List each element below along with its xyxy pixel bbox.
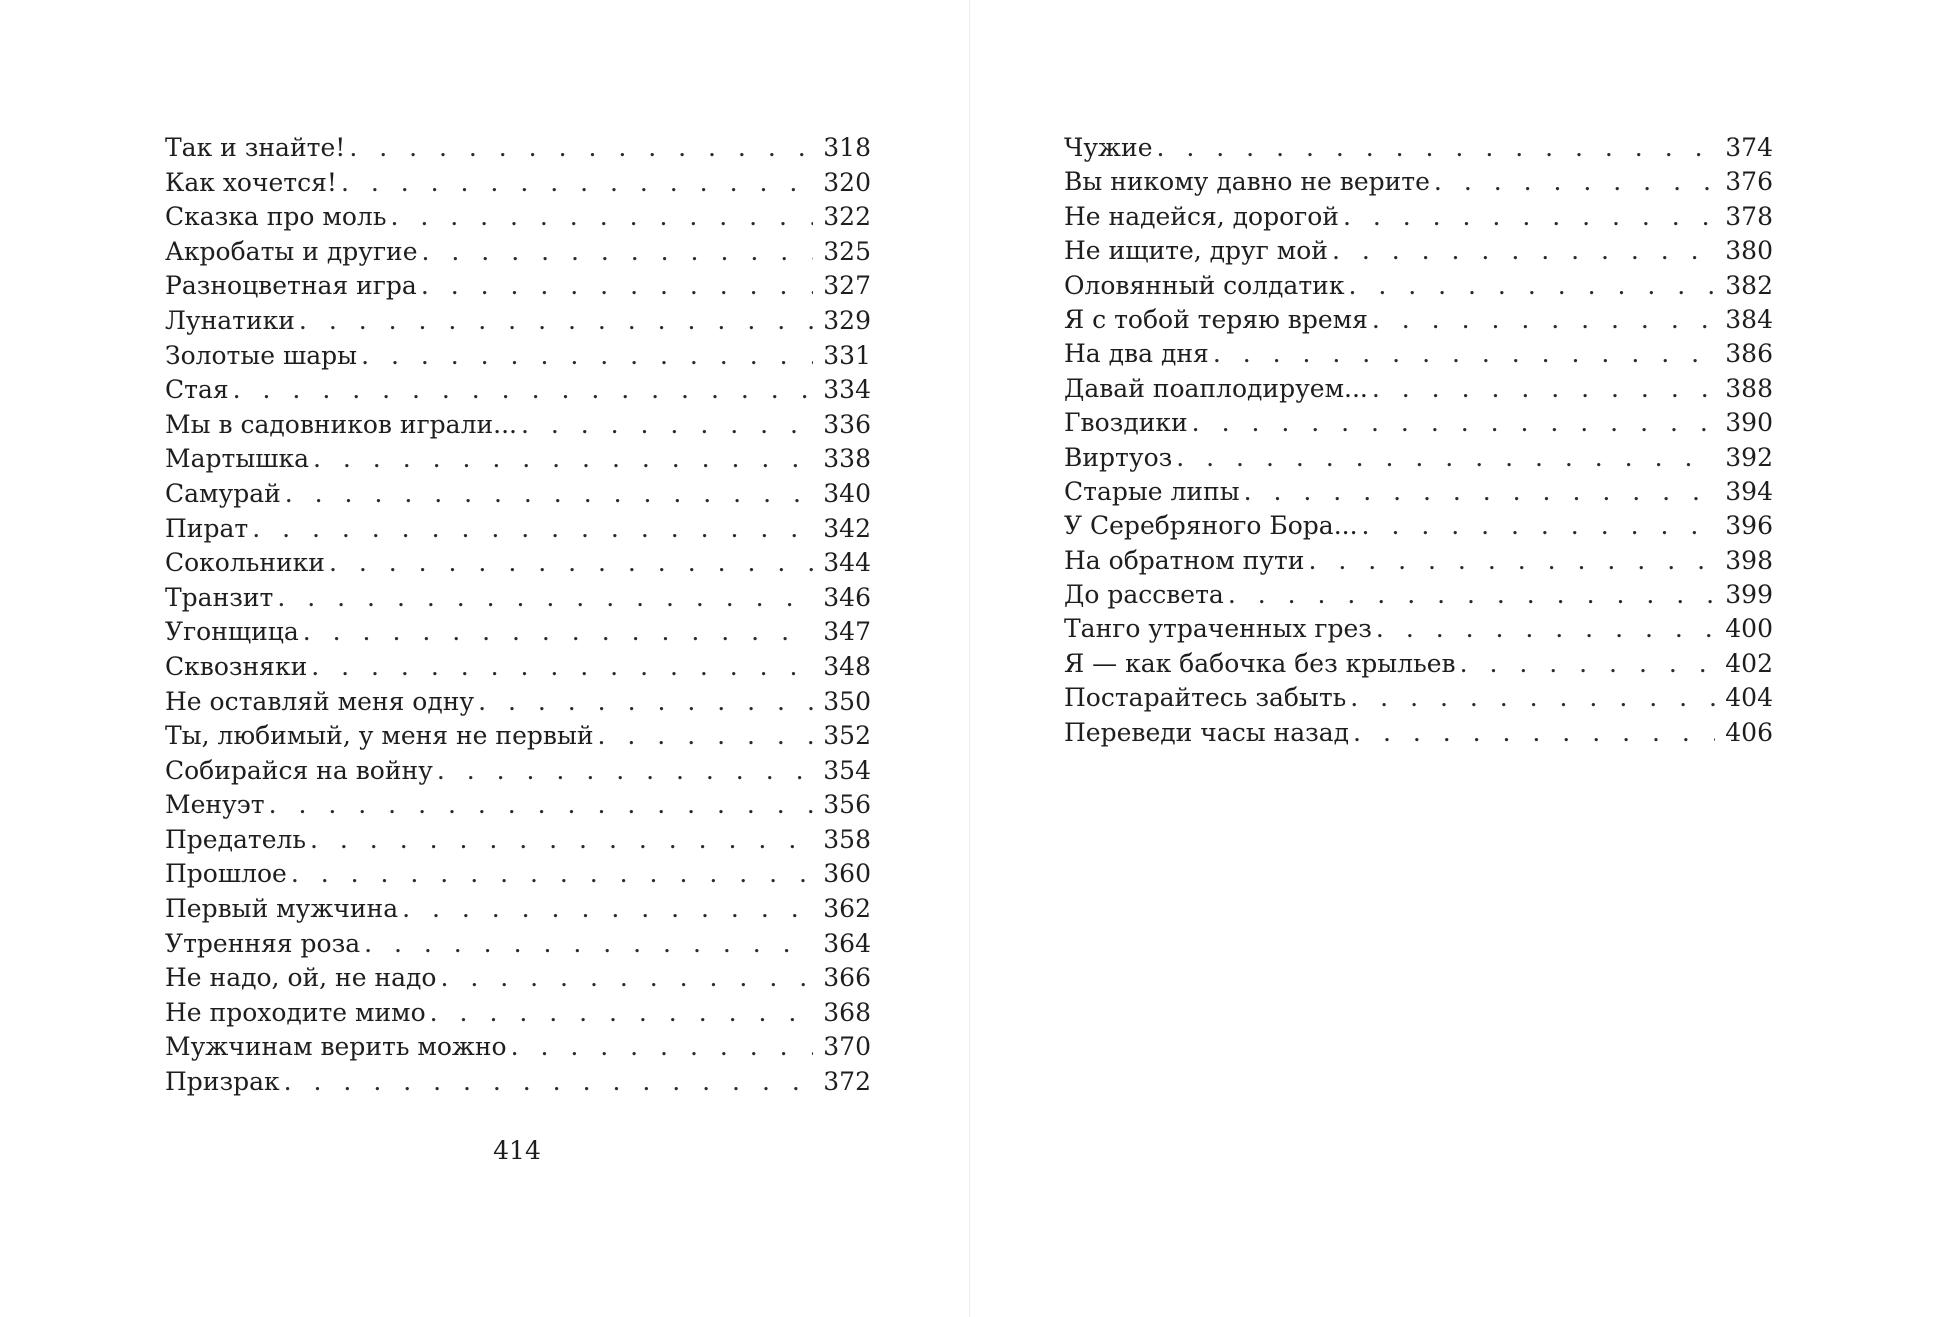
dot-leader — [1343, 200, 1715, 234]
toc-entry-title: Не надо, ой, не надо — [165, 963, 437, 993]
toc-entry-page: 329 — [823, 305, 871, 335]
toc-entry — [165, 857, 871, 892]
toc-entry — [1064, 716, 1773, 750]
toc-entry-page: 372 — [823, 1067, 871, 1097]
toc-entry-title: Не надейся, дорогой — [1064, 201, 1339, 231]
toc-entry-title: Не ищите, друг мой — [1064, 236, 1328, 266]
dot-leader — [311, 650, 813, 685]
toc-entry-title: Предатель — [165, 824, 307, 854]
dot-leader — [1362, 509, 1716, 543]
toc-entry-page: 396 — [1725, 511, 1773, 541]
toc-list-left — [165, 131, 871, 1100]
toc-entry-page: 338 — [823, 444, 871, 474]
toc-entry-page: 336 — [823, 409, 871, 439]
dot-leader — [1353, 716, 1715, 750]
toc-entry-title: Мы в садовников играли... — [165, 409, 517, 439]
toc-entry — [1064, 372, 1773, 406]
dot-leader — [521, 408, 813, 443]
dot-leader — [313, 442, 813, 477]
toc-entry-page: 348 — [823, 651, 871, 681]
dot-leader — [349, 131, 813, 166]
toc-entry-page: 327 — [823, 271, 871, 301]
dot-leader — [1372, 372, 1715, 406]
toc-entry-page: 364 — [823, 928, 871, 958]
toc-entry — [165, 581, 871, 616]
toc-entry-page: 358 — [823, 824, 871, 854]
dot-leader — [291, 857, 813, 892]
toc-entry-title: Разноцветная игра — [165, 271, 417, 301]
toc-entry-title: Я — как бабочка без крыльев — [1064, 648, 1456, 678]
toc-entry-title: Сокольники — [165, 548, 325, 578]
toc-entry-title: Ты, любимый, у меня не первый — [165, 721, 594, 751]
toc-entry-page: 402 — [1725, 648, 1773, 678]
toc-entry — [165, 719, 871, 754]
toc-entry-page: 374 — [1725, 133, 1773, 162]
toc-entry-title: Призрак — [165, 1067, 280, 1097]
toc-entry-title: Пират — [165, 513, 249, 543]
dot-leader — [252, 512, 813, 547]
dot-leader — [1332, 234, 1715, 268]
toc-entry-title: Угонщица — [165, 617, 299, 647]
toc-entry-page: 346 — [823, 582, 871, 612]
dot-leader — [511, 1030, 814, 1065]
toc-entry-title: Золотые шары — [165, 340, 358, 370]
toc-entry — [165, 166, 871, 201]
toc-entry — [165, 961, 871, 996]
toc-entry-title: Акробаты и другие — [165, 236, 418, 266]
toc-entry-title: Постарайтесь забыть — [1064, 683, 1347, 713]
toc-entry-title: До рассвета — [1064, 580, 1224, 610]
toc-entry-title: Чужие — [1064, 133, 1153, 162]
toc-entry-title: Танго утраченных грез — [1064, 614, 1372, 644]
toc-entry-title: Сквозняки — [165, 651, 308, 681]
toc-entry — [1064, 200, 1773, 234]
toc-entry — [165, 339, 871, 374]
toc-entry — [165, 1065, 871, 1100]
toc-entry-title: Так и знайте! — [165, 133, 346, 162]
toc-entry-title: Утренняя роза — [165, 928, 361, 958]
left-page — [0, 0, 970, 1317]
toc-entry — [165, 1030, 871, 1065]
toc-entry-title: Сказка про моль — [165, 202, 387, 232]
toc-entry — [165, 892, 871, 927]
toc-entry-page: 352 — [823, 721, 871, 751]
dot-leader — [361, 339, 813, 374]
toc-entry-page: 406 — [1725, 717, 1773, 747]
toc-entry-page: 368 — [823, 997, 871, 1027]
dot-leader — [310, 823, 813, 858]
toc-entry-page: 362 — [823, 894, 871, 924]
toc-entry-page: 392 — [1725, 442, 1773, 472]
toc-entry-title: У Серебряного Бора... — [1064, 511, 1358, 541]
dot-leader — [430, 996, 814, 1031]
toc-entry-title: Транзит — [165, 582, 274, 612]
dot-leader — [341, 166, 813, 201]
dot-leader — [422, 235, 814, 270]
toc-entry-title: Мартышка — [165, 444, 310, 474]
toc-entry-page: 320 — [823, 167, 871, 197]
right-page — [970, 0, 1942, 1317]
toc-entry-page: 388 — [1725, 373, 1773, 403]
toc-entry-title: Гвоздики — [1064, 408, 1188, 438]
toc-entry-title: Самурай — [165, 478, 281, 508]
toc-entry — [165, 442, 871, 477]
toc-entry — [165, 477, 871, 512]
toc-entry-page: 360 — [823, 859, 871, 889]
dot-leader — [402, 892, 813, 927]
toc-entry-page: 350 — [823, 686, 871, 716]
toc-entry-page: 404 — [1725, 683, 1773, 713]
toc-entry-title: Как хочется! — [165, 167, 337, 197]
dot-leader — [1228, 578, 1715, 612]
toc-entry-title: Мужчинам верить можно — [165, 1032, 507, 1062]
dot-leader — [437, 754, 813, 789]
toc-entry-title: Я с тобой теряю время — [1064, 304, 1368, 334]
toc-entry-title: Не оставляй меня одну — [165, 686, 475, 716]
toc-entry-page: 380 — [1725, 236, 1773, 266]
toc-entry-page: 344 — [823, 548, 871, 578]
toc-entry-page: 390 — [1725, 408, 1773, 438]
toc-entry — [165, 235, 871, 270]
toc-entry — [1064, 647, 1773, 681]
toc-entry — [165, 546, 871, 581]
toc-entry — [1064, 269, 1773, 303]
toc-entry — [165, 754, 871, 789]
toc-entry-page: 331 — [823, 340, 871, 370]
toc-entry-title: Старые липы — [1064, 476, 1240, 506]
toc-entry — [1064, 509, 1773, 543]
toc-entry-page: 400 — [1725, 614, 1773, 644]
toc-entry-page: 322 — [823, 202, 871, 232]
toc-entry — [165, 650, 871, 685]
dot-leader — [1213, 337, 1715, 371]
toc-entry-page: 398 — [1725, 545, 1773, 575]
toc-entry-page: 384 — [1725, 304, 1773, 334]
dot-leader — [284, 1065, 814, 1100]
toc-entry — [1064, 303, 1773, 337]
dot-leader — [1308, 544, 1715, 578]
toc-entry — [1064, 612, 1773, 646]
toc-entry — [1064, 234, 1773, 268]
toc-entry — [165, 996, 871, 1031]
toc-entry-page: 347 — [823, 617, 871, 647]
toc-entry-page: 356 — [823, 790, 871, 820]
toc-entry — [165, 512, 871, 547]
dot-leader — [303, 615, 814, 650]
dot-leader — [277, 581, 813, 616]
dot-leader — [1348, 269, 1715, 303]
dot-leader — [440, 961, 813, 996]
toc-entry-page: 378 — [1725, 201, 1773, 231]
dot-leader — [269, 788, 814, 823]
toc-entry-title: Лунатики — [165, 305, 295, 335]
dot-leader — [478, 685, 813, 720]
toc-entry-page: 342 — [823, 513, 871, 543]
dot-leader — [421, 269, 813, 304]
toc-entry-title: Прошлое — [165, 859, 287, 889]
toc-entry-page: 382 — [1725, 270, 1773, 300]
dot-leader — [1244, 475, 1716, 509]
dot-leader — [1372, 303, 1715, 337]
toc-entry — [1064, 406, 1773, 440]
dot-leader — [329, 546, 813, 581]
toc-entry-page: 394 — [1725, 476, 1773, 506]
toc-entry — [1064, 131, 1773, 165]
toc-entry-page: 318 — [823, 133, 871, 162]
toc-entry-page: 334 — [823, 375, 871, 405]
dot-leader — [1176, 441, 1715, 475]
toc-entry — [1064, 165, 1773, 199]
toc-entry — [165, 304, 871, 339]
toc-entry — [165, 927, 871, 962]
dot-leader — [233, 373, 814, 408]
toc-list-right — [1064, 131, 1773, 750]
toc-entry — [1064, 544, 1773, 578]
dot-leader — [390, 200, 813, 235]
dot-leader — [598, 719, 814, 754]
dot-leader — [1434, 165, 1715, 199]
toc-entry — [165, 131, 871, 166]
toc-entry-title: Первый мужчина — [165, 894, 399, 924]
toc-entry — [1064, 681, 1773, 715]
page-number: 414 — [493, 1136, 541, 1165]
toc-entry-title: Давай поаплодируем... — [1064, 373, 1368, 403]
toc-entry-page: 340 — [823, 478, 871, 508]
toc-entry — [1064, 475, 1773, 509]
dot-leader — [1157, 131, 1716, 165]
toc-entry-title: Собирайся на войну — [165, 755, 433, 785]
toc-entry-page: 366 — [823, 963, 871, 993]
toc-entry — [165, 408, 871, 443]
toc-entry — [165, 200, 871, 235]
toc-entry-page: 370 — [823, 1032, 871, 1062]
toc-entry — [1064, 337, 1773, 371]
toc-entry-title: Оловянный солдатик — [1064, 270, 1345, 300]
toc-entry-title: Менуэт — [165, 790, 265, 820]
toc-entry-title: На обратном пути — [1064, 545, 1305, 575]
dot-leader — [299, 304, 813, 339]
dot-leader — [1460, 647, 1716, 681]
toc-entry-title: Переведи часы назад — [1064, 717, 1350, 747]
toc-entry-title: На два дня — [1064, 339, 1209, 369]
toc-entry — [165, 373, 871, 408]
toc-entry — [1064, 578, 1773, 612]
toc-entry — [165, 615, 871, 650]
toc-entry-page: 354 — [823, 755, 871, 785]
toc-entry — [1064, 441, 1773, 475]
dot-leader — [285, 477, 814, 512]
toc-entry — [165, 788, 871, 823]
toc-entry — [165, 823, 871, 858]
toc-entry-title: Вы никому давно не верите — [1064, 167, 1430, 197]
dot-leader — [1192, 406, 1716, 440]
toc-entry-page: 325 — [823, 236, 871, 266]
dot-leader — [364, 927, 813, 962]
toc-entry-title: Стая — [165, 375, 229, 405]
toc-entry — [165, 685, 871, 720]
toc-entry-page: 399 — [1725, 580, 1773, 610]
toc-entry-page: 386 — [1725, 339, 1773, 369]
toc-entry-title: Виртуоз — [1064, 442, 1173, 472]
toc-entry — [165, 269, 871, 304]
toc-entry-page: 376 — [1725, 167, 1773, 197]
dot-leader — [1376, 612, 1715, 646]
toc-entry-title: Не проходите мимо — [165, 997, 426, 1027]
dot-leader — [1350, 681, 1715, 715]
